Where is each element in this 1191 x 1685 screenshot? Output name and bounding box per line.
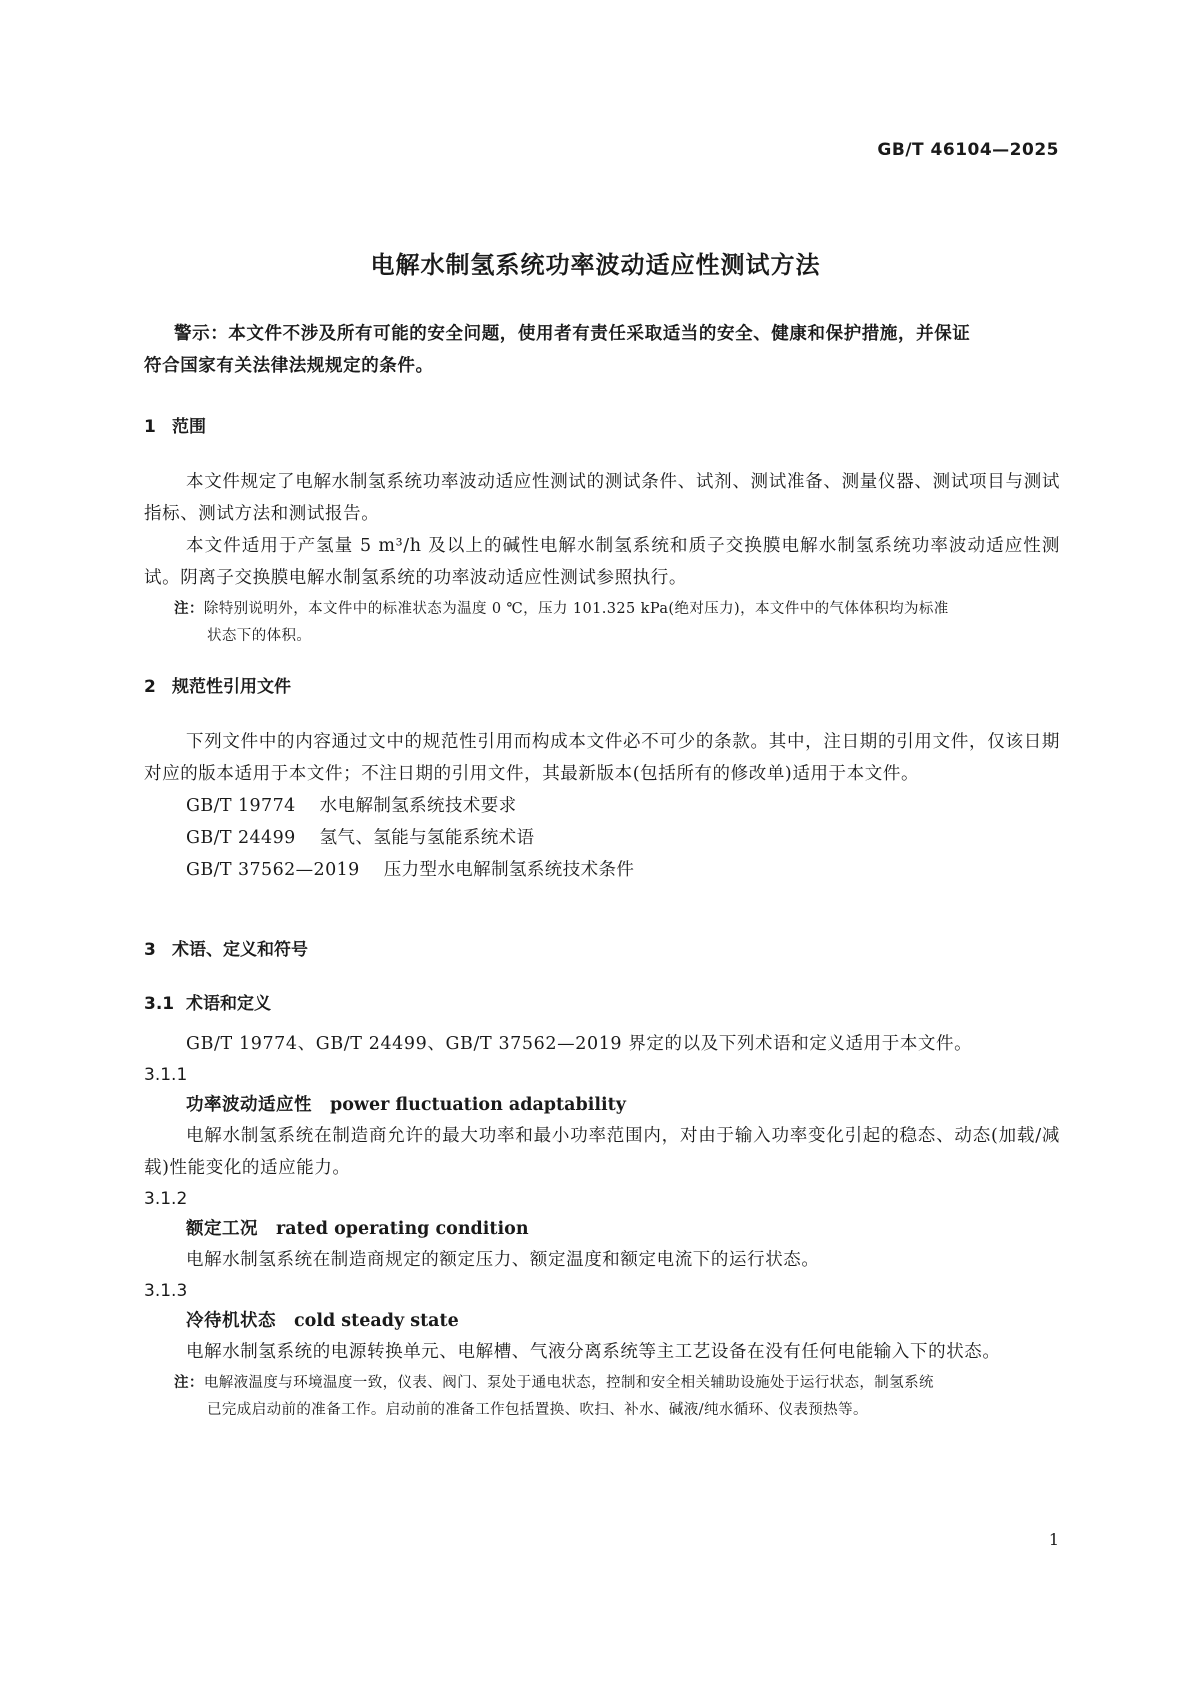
standard-number: GB/T 46104—2025 <box>877 140 1059 160</box>
section-2-heading <box>144 672 1060 697</box>
section-1-heading <box>144 412 1060 437</box>
term-number: 3.1.3 <box>144 1281 188 1301</box>
warning-block <box>144 318 1060 382</box>
warning-line-2: 符合国家有关法律法规规定的条件。 <box>144 356 434 376</box>
term-definition: 电解水制氢系统在制造商允许的最大功率和最小功率范围内，对由于输入功率变化引起的稳态、动态(加载/减载)性能变化的适应能力。 <box>144 1126 1060 1178</box>
document-title: 电解水制氢系统功率波动适应性测试方法 <box>370 251 821 279</box>
reference-title: 氢气、氢能与氢能系统术语 <box>319 828 535 848</box>
scope-paragraph-2: 本文件适用于产氢量 5 m³/h 及以上的碱性电解水制氢系统和质子交换膜电解水制氢系统功率波动适应性测试。阴离子交换膜电解水制氢系统的功率波动适应性测试参照执行。 <box>144 536 1060 588</box>
term-zh: 冷待机状态 <box>186 1311 276 1331</box>
term-zh: 额定工况 <box>186 1219 258 1239</box>
section-number: 3 <box>144 940 156 960</box>
reference-code: GB/T 19774 <box>186 796 296 816</box>
note-text-1: 除特别说明外，本文件中的标准状态为温度 0 ℃，压力 101.325 kPa(绝对压力)，本文件中的气体体积均为标准 <box>203 601 949 617</box>
term-note <box>144 1370 1060 1424</box>
section-number: 1 <box>144 417 156 437</box>
reference-title: 水电解制氢系统技术要求 <box>319 796 517 816</box>
note-label: 注： <box>174 1375 204 1391</box>
normative-references-paragraph: 下列文件中的内容通过文中的规范性引用而构成本文件必不可少的条款。其中，注日期的引用文件，仅该日期对应的版本适用于本文件；不注日期的引用文件，其最新版本(包括所有的修改单)适用于本文件。 <box>144 732 1060 784</box>
section-title: 规范性引用文件 <box>172 677 291 697</box>
term-number: 3.1.2 <box>144 1189 188 1209</box>
reference-item <box>144 790 1060 822</box>
section-title: 术语、定义和符号 <box>172 940 308 960</box>
subsection-title: 术语和定义 <box>186 994 271 1014</box>
subsection-3-1-heading <box>144 989 1060 1014</box>
section-number: 2 <box>144 677 156 697</box>
section-title: 范围 <box>172 417 206 437</box>
subsection-number: 3.1 <box>144 994 175 1014</box>
term-entry <box>144 1214 1060 1244</box>
term-number: 3.1.1 <box>144 1065 188 1085</box>
section-3-body <box>144 1028 1060 1424</box>
term-entry <box>144 1306 1060 1336</box>
term-entry <box>144 1090 1060 1120</box>
section-1-body <box>144 466 1060 650</box>
term-en: power fluctuation adaptability <box>330 1095 626 1115</box>
term-en: cold steady state <box>294 1311 459 1331</box>
scope-note <box>144 596 1060 650</box>
reference-code: GB/T 24499 <box>186 828 296 848</box>
terms-intro: GB/T 19774、GB/T 24499、GB/T 37562—2019 界定的以及下列术语和定义适用于本文件。 <box>186 1034 973 1054</box>
scope-paragraph-1: 本文件规定了电解水制氢系统功率波动适应性测试的测试条件、试剂、测试准备、测量仪器、测试项目与测试指标、测试方法和测试报告。 <box>144 472 1060 524</box>
reference-code: GB/T 37562—2019 <box>186 860 360 880</box>
page-number: 1 <box>1048 1530 1059 1549</box>
term-en: rated operating condition <box>276 1219 529 1239</box>
term-definition: 电解水制氢系统在制造商规定的额定压力、额定温度和额定电流下的运行状态。 <box>186 1250 820 1270</box>
reference-title: 压力型水电解制氢系统技术条件 <box>383 860 635 880</box>
term-zh: 功率波动适应性 <box>186 1095 312 1115</box>
term-definition: 电解水制氢系统的电源转换单元、电解槽、气液分离系统等主工艺设备在没有任何电能输入下的状态。 <box>186 1342 1001 1362</box>
note-text-1: 电解液温度与环境温度一致，仪表、阀门、泵处于通电状态，控制和安全相关辅助设施处于运行状态，制氢系统 <box>203 1375 934 1391</box>
note-text-2: 状态下的体积。 <box>207 628 312 644</box>
section-2-body <box>144 726 1060 886</box>
warning-line-1: 警示：本文件不涉及所有可能的安全问题，使用者有责任采取适当的安全、健康和保护措施，并保证 <box>174 324 971 344</box>
note-label: 注： <box>174 601 204 617</box>
reference-item <box>144 854 1060 886</box>
note-text-2: 已完成启动前的准备工作。启动前的准备工作包括置换、吹扫、补水、碱液/纯水循环、仪表预热等。 <box>207 1402 868 1418</box>
reference-item <box>144 822 1060 854</box>
section-3-heading <box>144 935 1060 960</box>
